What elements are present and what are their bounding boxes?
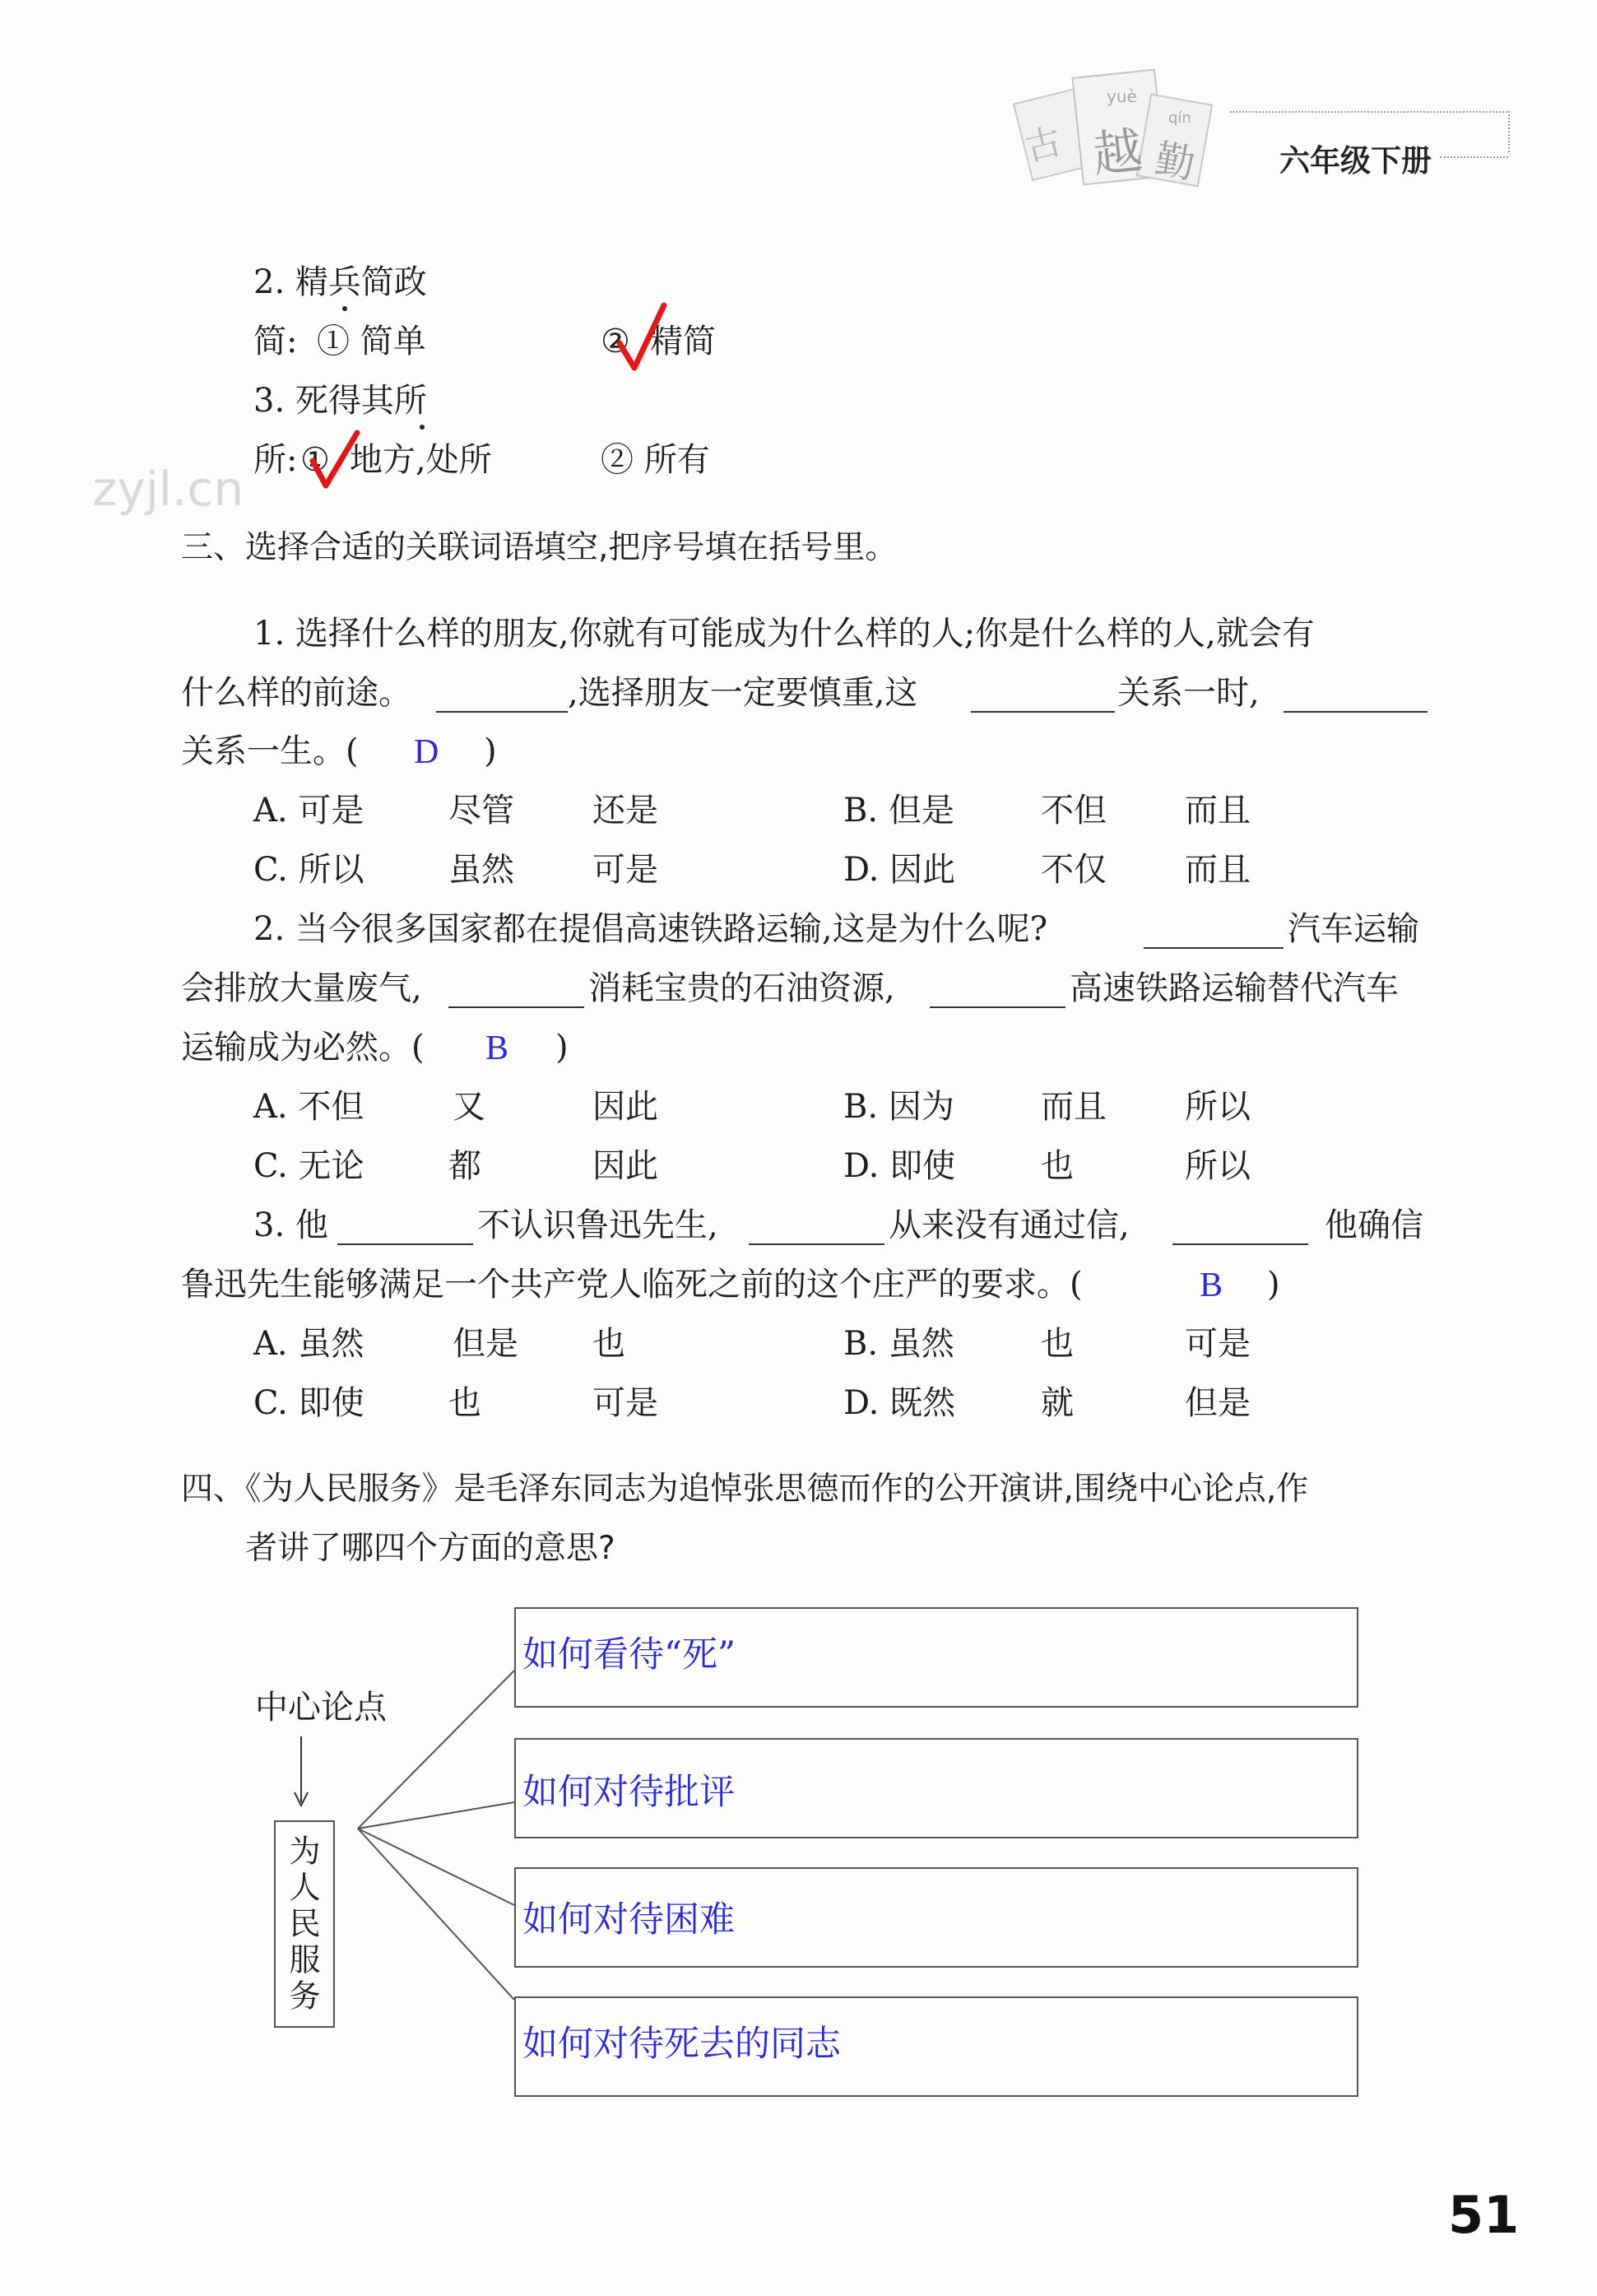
answer-box-1 xyxy=(514,1607,1358,1708)
q3-line2-a: 鲁迅先生能够满足一个共产党人临死之前的这个庄严的要求。( xyxy=(181,1266,1083,1304)
q2-option-c-3: 因此 xyxy=(592,1147,658,1185)
answer-text-2: 如何对待批评 xyxy=(522,1772,735,1813)
answer-blank[interactable] xyxy=(337,1243,473,1245)
q1-option-d-3: 而且 xyxy=(1185,851,1251,889)
answer-blank[interactable] xyxy=(930,1006,1065,1008)
q2-answer: B xyxy=(485,1029,509,1067)
q1-option-c-3: 可是 xyxy=(592,851,658,889)
answer-blank[interactable] xyxy=(971,711,1115,713)
center-box-text: 为人民服务 xyxy=(284,1834,320,2015)
section4-heading-line1: 四、《为人民服务》是毛泽东同志为追悼张思德而作的公开演讲,围绕中心论点,作 xyxy=(181,1471,1309,1508)
answer-box-4 xyxy=(514,1996,1358,2097)
q2-option-b-2: 而且 xyxy=(1041,1088,1107,1126)
header-rule-right xyxy=(1508,111,1510,152)
q3-option-a-2: 但是 xyxy=(453,1325,518,1363)
q2-option-d-3: 所以 xyxy=(1185,1147,1251,1185)
item3-label: 所: xyxy=(253,441,298,479)
grade-label: 六年级下册 xyxy=(1279,143,1432,179)
q3-line1-c: 从来没有通过信, xyxy=(889,1206,1130,1244)
check-mark-icon xyxy=(613,300,671,374)
q2-line2-c: 高速铁路运输替代汽车 xyxy=(1070,969,1399,1007)
watermark: zyjl.cn xyxy=(92,461,244,517)
q2-option-c: C. 无论 xyxy=(253,1147,364,1185)
q1-line1: 1. 选择什么样的朋友,你就有可能成为什么样的人;你是什么样的人,就会有 xyxy=(253,615,1315,653)
center-box xyxy=(274,1820,335,2028)
q1-option-b: B. 但是 xyxy=(843,792,954,830)
answer-box-3 xyxy=(514,1867,1358,1968)
item2-option1: ① 简单 xyxy=(317,323,426,360)
center-point-label: 中心论点 xyxy=(255,1689,387,1727)
q3-line1-d: 他确信 xyxy=(1325,1206,1423,1244)
q3-option-b-2: 也 xyxy=(1041,1325,1074,1363)
answer-text-1: 如何看待“死” xyxy=(522,1634,736,1676)
q1-line2-b: ,选择朋友一定要慎重,这 xyxy=(568,674,918,712)
q3-line1-b: 不认识鲁迅先生, xyxy=(477,1206,718,1244)
q1-option-d: D. 因此 xyxy=(843,851,956,889)
answer-text-3: 如何对待困难 xyxy=(522,1899,735,1940)
q1-option-c: C. 所以 xyxy=(253,851,364,889)
q1-line2-c: 关系一时, xyxy=(1117,674,1260,712)
q3-answer: B xyxy=(1200,1267,1223,1304)
logo-pinyin-2: qín xyxy=(1168,109,1191,127)
emphasis-dot xyxy=(420,425,425,430)
q2-option-c-2: 都 xyxy=(448,1147,481,1185)
q1-line3-a: 关系一生。( xyxy=(181,732,359,770)
logo-char-3: 勤 xyxy=(1151,136,1199,188)
answer-blank[interactable] xyxy=(448,1006,584,1008)
q2-option-d-2: 也 xyxy=(1041,1147,1074,1185)
page-number: 51 xyxy=(1448,2185,1520,2245)
q2-line2-a: 会排放大量废气, xyxy=(181,969,422,1007)
grade-dots xyxy=(1440,156,1508,158)
answer-box-2 xyxy=(514,1738,1358,1838)
answer-text-4: 如何对待死去的同志 xyxy=(522,2024,841,2065)
q2-option-a-3: 因此 xyxy=(592,1088,658,1126)
q3-option-c-2: 也 xyxy=(448,1384,481,1422)
item2-option2-text: 精简 xyxy=(650,323,716,360)
section4-heading-line2: 者讲了哪四个方面的意思? xyxy=(245,1530,615,1567)
item2-label: 简: xyxy=(253,323,298,360)
logo-char-2: 越 xyxy=(1090,122,1146,184)
q1-option-b-2: 不但 xyxy=(1041,792,1107,830)
q1-line2-a: 什么样的前途。 xyxy=(181,674,411,712)
logo-char-1: 古 xyxy=(1020,120,1066,170)
q3-option-b: B. 虽然 xyxy=(843,1325,954,1363)
q3-option-c-3: 可是 xyxy=(592,1384,658,1422)
q2-line1-a: 2. 当今很多国家都在提倡高速铁路运输,这是为什么呢? xyxy=(253,910,1048,948)
answer-blank[interactable] xyxy=(1144,947,1284,949)
q1-line3-b: ) xyxy=(484,732,497,770)
answer-blank[interactable] xyxy=(436,711,568,713)
q3-option-d-3: 但是 xyxy=(1185,1384,1251,1422)
answer-blank[interactable] xyxy=(1284,711,1428,713)
q3-line2-b: ) xyxy=(1267,1266,1280,1304)
item3-option1-num: ① xyxy=(300,441,330,479)
header-logo xyxy=(1008,62,1222,210)
item3-title: 3. 死得其所 xyxy=(253,382,427,420)
answer-blank[interactable] xyxy=(1172,1243,1308,1245)
emphasis-dot xyxy=(342,306,347,311)
q2-option-b-3: 所以 xyxy=(1185,1088,1251,1126)
q2-option-b: B. 因为 xyxy=(843,1088,954,1126)
q1-option-a-2: 尽管 xyxy=(448,792,514,830)
item2-option2-num: ② xyxy=(601,323,630,360)
q2-option-d: D. 即使 xyxy=(843,1147,956,1185)
q3-option-a-3: 也 xyxy=(592,1325,625,1363)
q2-line3-b: ) xyxy=(555,1029,569,1067)
q1-answer: D xyxy=(414,733,439,771)
section3-heading: 三、选择合适的关联词语填空,把序号填在括号里。 xyxy=(181,529,898,566)
q2-line2-b: 消耗宝贵的石油资源, xyxy=(588,969,895,1007)
q1-option-c-2: 虽然 xyxy=(448,851,514,889)
q1-option-b-3: 而且 xyxy=(1185,792,1251,830)
check-mark-icon xyxy=(306,428,364,494)
item3-option1-text: 地方,处所 xyxy=(350,441,492,479)
q3-option-d-2: 就 xyxy=(1041,1384,1074,1422)
item3-option2: ② 所有 xyxy=(601,441,710,479)
q3-line1-a: 3. 他 xyxy=(253,1206,328,1244)
header-rule xyxy=(1230,111,1510,113)
q1-option-d-2: 不仅 xyxy=(1041,851,1107,889)
q2-option-a-2: 又 xyxy=(453,1088,485,1126)
logo-pinyin-1: yuè xyxy=(1107,86,1137,106)
q1-option-a: A. 可是 xyxy=(253,792,364,830)
answer-blank[interactable] xyxy=(749,1243,884,1245)
q3-option-a: A. 虽然 xyxy=(253,1325,364,1363)
q3-option-c: C. 即使 xyxy=(253,1384,364,1422)
q3-option-b-3: 可是 xyxy=(1185,1325,1251,1363)
q2-option-a: A. 不但 xyxy=(253,1088,364,1126)
q2-line1-b: 汽车运输 xyxy=(1288,910,1419,948)
item2-title: 2. 精兵简政 xyxy=(253,263,427,301)
q2-line3-a: 运输成为必然。( xyxy=(181,1029,425,1067)
q3-option-d: D. 既然 xyxy=(843,1384,956,1422)
q1-option-a-3: 还是 xyxy=(592,792,658,830)
